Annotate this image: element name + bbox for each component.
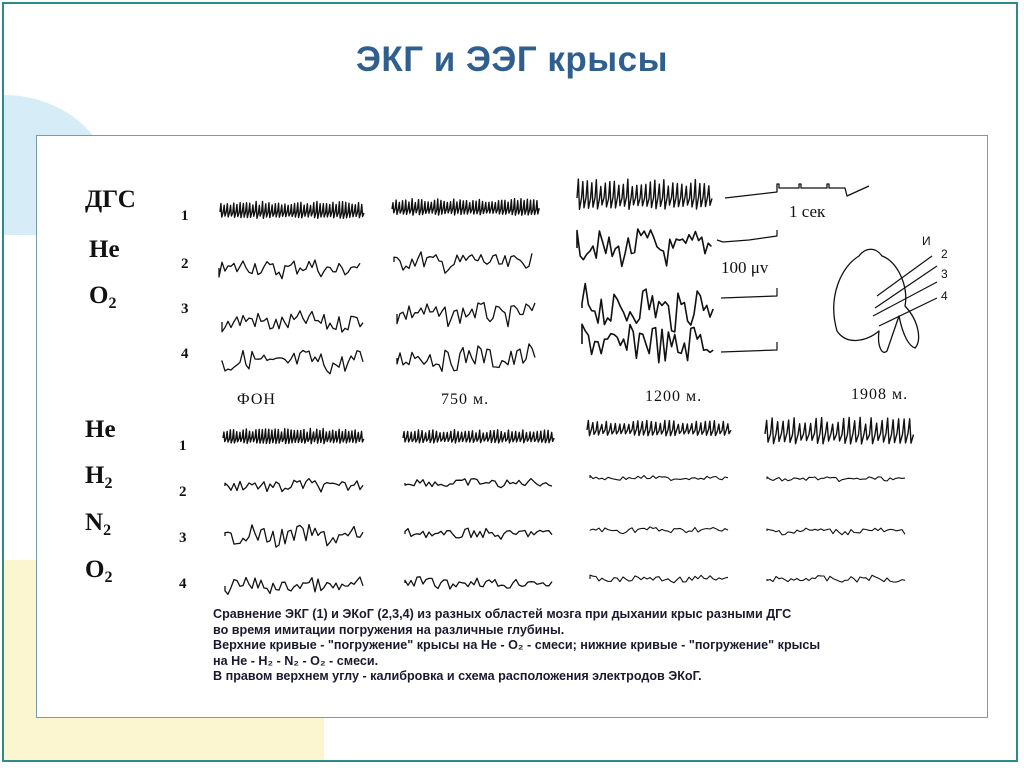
bottom-gas-n2-base: N <box>85 509 104 536</box>
trace-bottom-ch2-baseline <box>225 479 363 492</box>
gas-label-he: He <box>89 236 120 263</box>
calibration-amplitude-label: 100 μv <box>721 258 769 277</box>
bottom-channel-2: 2 <box>179 484 187 500</box>
trace-top-ch2-1200 <box>577 229 711 266</box>
bottom-gas-label-h2 <box>85 462 112 493</box>
gas-label-dgs: ДГС <box>85 186 136 213</box>
calibration-amp-mark-4 <box>721 342 777 352</box>
top-channel-4: 4 <box>181 346 189 362</box>
calibration-time-bar <box>725 184 869 198</box>
trace-bottom-ch4-750 <box>405 577 552 589</box>
bottom-gas-o2-sub: 2 <box>104 569 113 586</box>
depth-label-750: 750 м. <box>441 391 490 408</box>
bottom-gas-h2-sub: 2 <box>104 475 113 492</box>
caption-line-1: Сравнение ЭКГ (1) и ЭКоГ (2,3,4) из разных областей мозга при дыхании крыс разными ДГС <box>213 607 792 621</box>
gas-label-o2-sub: 2 <box>108 295 117 312</box>
electrode-label-2: 2 <box>941 247 948 261</box>
bottom-gas-n2-sub: 2 <box>103 522 112 539</box>
bottom-channel-4: 4 <box>179 576 187 592</box>
figure-caption <box>213 607 973 685</box>
trace-bottom-ch1-baseline <box>223 429 364 444</box>
depth-label-baseline: ФОН <box>237 391 276 408</box>
calibration-amp-mark-3 <box>721 288 777 298</box>
trace-top-ch2-750 <box>394 252 532 273</box>
trace-bottom-ch3-1200 <box>590 527 728 534</box>
trace-bottom-ch4-1200 <box>590 575 728 583</box>
trace-top-ch1-baseline <box>220 201 364 218</box>
trace-top-ch4-1200 <box>582 324 713 363</box>
trace-bottom-ch3-1908 <box>767 528 905 535</box>
bottom-gas-label-n2 <box>85 509 111 540</box>
trace-bottom-ch2-1908 <box>767 477 905 482</box>
trace-bottom-ch2-1200 <box>590 476 728 481</box>
recording-figure <box>36 135 988 718</box>
bottom-gas-o2-base: O <box>85 556 105 583</box>
trace-top-ch2-baseline <box>219 260 360 279</box>
electrode-line-i <box>877 256 932 296</box>
depth-label-1200: 1200 м. <box>645 388 703 405</box>
top-channel-3: 3 <box>181 301 189 317</box>
trace-top-ch4-baseline <box>222 351 363 374</box>
trace-bottom-ch3-baseline <box>225 525 363 548</box>
bottom-channel-3: 3 <box>179 530 187 546</box>
bottom-gas-he-base: He <box>85 416 116 443</box>
caption-line-3: Верхние кривые - "погружение" крысы на He - O₂ - смеси; нижние кривые - "погружение" крысы <box>213 638 821 652</box>
trace-bottom-ch1-1200 <box>587 420 731 435</box>
trace-top-ch1-750 <box>392 199 539 216</box>
caption-line-4: на He - H₂ - N₂ - O₂ - смеси. <box>213 653 379 668</box>
top-channel-2: 2 <box>181 256 189 272</box>
electrode-line-4 <box>879 298 937 326</box>
rat-head-scheme <box>834 249 919 352</box>
caption-line-5: В правом верхнем углу - калибровка и схема расположения электродов ЭКоГ. <box>213 669 702 683</box>
top-channel-1: 1 <box>181 208 189 224</box>
caption-line-2: во время имитации погружения на различные глубины. <box>213 622 565 637</box>
calibration-time-label: 1 сек <box>789 202 826 221</box>
trace-bottom-ch4-1908 <box>767 575 905 582</box>
trace-bottom-ch1-750 <box>403 430 554 443</box>
trace-bottom-ch1-1908 <box>765 417 914 444</box>
bottom-gas-h2-base: H <box>85 462 105 489</box>
trace-top-ch3-750 <box>397 303 535 327</box>
bottom-gas-label-he <box>85 416 116 444</box>
trace-bottom-ch2-750 <box>405 479 552 488</box>
electrode-label-i: И <box>922 234 931 248</box>
electrode-label-3: 3 <box>941 267 948 281</box>
gas-label-o2-base: O <box>89 282 109 309</box>
depth-label-1908: 1908 м. <box>851 386 909 403</box>
trace-bottom-ch4-baseline <box>225 577 363 594</box>
slide-title: ЭКГ и ЭЭГ крысы <box>355 40 669 79</box>
calibration-amp-mark-2 <box>717 230 777 242</box>
electrode-label-4: 4 <box>941 289 948 303</box>
gas-label-o2 <box>89 282 116 313</box>
trace-top-ch1-1200 <box>577 179 712 209</box>
bottom-channel-1: 1 <box>179 438 187 454</box>
trace-top-ch3-1200 <box>582 284 713 332</box>
trace-top-ch4-750 <box>397 344 535 371</box>
trace-bottom-ch3-750 <box>405 528 552 539</box>
bottom-gas-label-o2 <box>85 556 112 587</box>
trace-top-ch3-baseline <box>222 311 363 332</box>
